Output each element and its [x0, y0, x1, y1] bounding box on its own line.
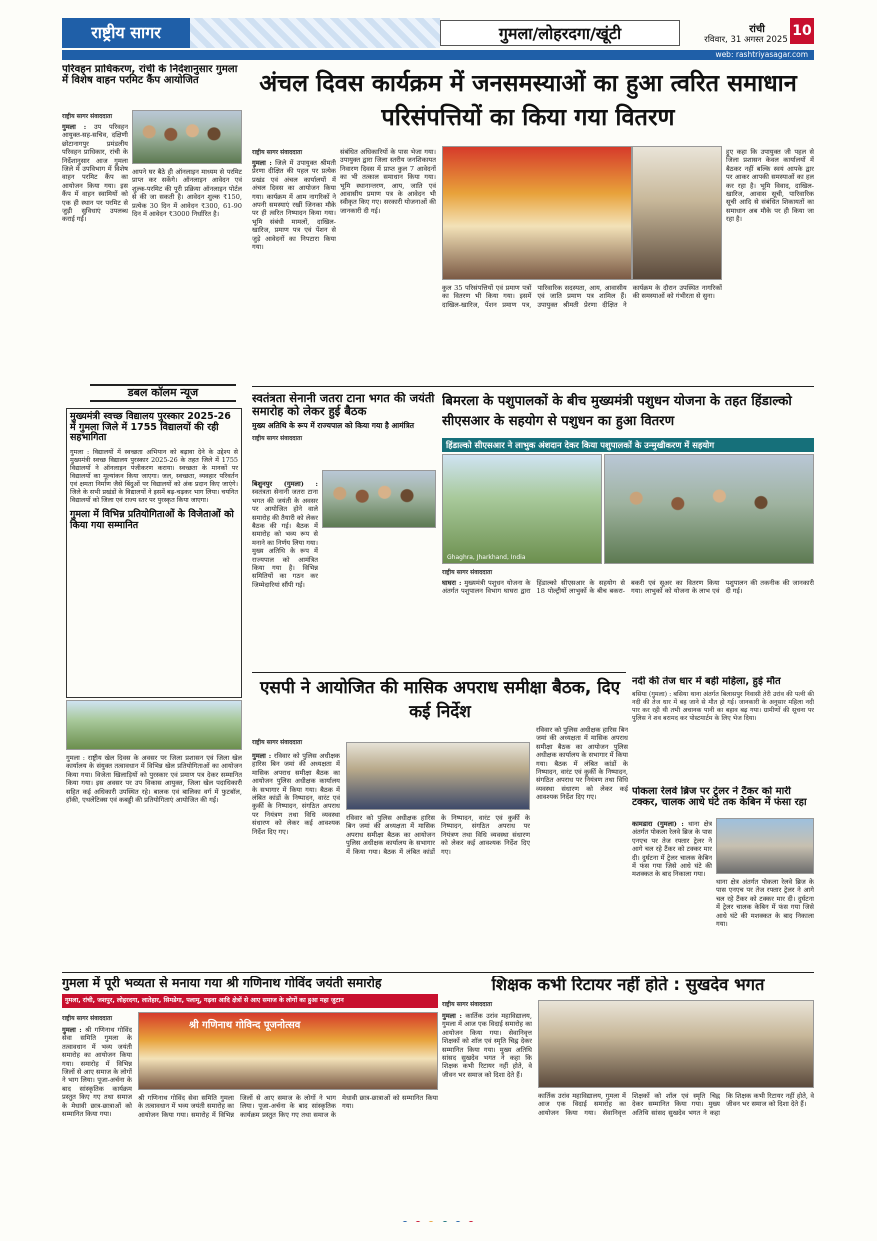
body-text: उप परिवहन आयुक्त-सह-सचिव, दक्षिणी छोटानागपुर प्रमंडलीय परिवहन प्राधिकार, रांची के निर्देशानुसार आज गुमला जिले में उपविभाग में विशेष वाहन परमिट कैंप का आयोजन किया गया। इस कैंप में वाहन स्वामियों को एक ही स्थान पर परमिट से जुड़ी सुविधाएं उपलब्ध कराई गईं।: [62, 123, 128, 224]
headline: नदी की तेज धार में बही महिला, हुई मौत: [632, 676, 781, 687]
body: [252, 480, 318, 668]
banner: [442, 438, 814, 452]
body: गुमला : विद्यालयों में स्वच्छता अभियान को बढ़ावा देने के उद्देश्य से मुख्यमंत्री स्वच्छ विद्यालय पुरस्कार 2025-26 के तहत जिले में 1755 विद्यालयों ने ऑनलाइन पंजीकरण कराया। स्वच्छता के मानकों पर विद्यालयों का मूल्यांकन किया जाएगा। जल, स्वच्छता, व्यवहार परिवर्तन एवं क्षमता निर्माण जैसे बिंदुओं पर विद्यालयों को अंक प्रदान किए जाएंगे। जिले के सभी प्रखंडों के विद्यालयों ने इसमें बढ़-चढ़कर भाग लिया। चयनित विद्यालयों को जिला एवं राज्य स्तर पर पुरस्कृत किया जाएगा।: [70, 447, 238, 504]
dateline: बिशुनपुर (गुमला) :: [252, 480, 318, 488]
sub-headline: गुमला में विभिन्न प्रतियोगिताओं के विजेताओं को किया गया सम्मानित: [70, 508, 234, 531]
photo-1: [442, 454, 602, 564]
photo: [138, 1012, 438, 1090]
text: [442, 568, 814, 670]
paper-name-box: [62, 18, 190, 48]
masthead: [62, 18, 814, 60]
body-col-right: रविवार को पुलिस अधीक्षक हारिस बिन जमां की अध्यक्षता में मासिक अपराध समीक्षा बैठक का आयोजन पुलिस अधीक्षक कार्यालय के सभागार में किया गया। बैठक में लंबित कांडों के निष्पादन, वारंट एवं कुर्की के निष्पादन, संगठित अपराध पर नियंत्रण तथा विधि व्यवस्था संधारण को लेकर कई आवश्यक निर्देश दिए गए।: [536, 726, 628, 802]
photo: [346, 742, 530, 810]
byline: राष्ट्रीय सागर संवाददाता: [62, 1015, 113, 1022]
footer-decoration: [62, 1212, 814, 1222]
body-text: श्री गणिनाथ गोविंद सेवा समिति गुमला के तत्वावधान में भव्य जयंती समारोह का आयोजन किया गया। समारोह में विभिन्न जिलों से आए समाज के लोगों ने भाग लिया। पूजा-अर्चना के बाद सांस्कृतिक कार्यक्रम प्रस्तुत किए गए तथा समाज के मेधावी छात्र-छात्राओं को सम्मानित किया गया।: [62, 1026, 132, 1119]
masthead-pattern: [190, 18, 440, 48]
dateline: कामडारा (गुमला) :: [632, 820, 684, 828]
body: [442, 579, 814, 669]
headline: एसपी ने आयोजित की मासिक अपराध समीक्षा बैठक, दिए कई निर्देश: [259, 678, 621, 722]
page-number: 10: [792, 23, 812, 39]
body-text: रविवार को पुलिस अधीक्षक हारिस बिन जमां की अध्यक्षता में मासिक अपराध समीक्षा बैठक का आयोजन पुलिस अधीक्षक कार्यालय के सभागार में किया गया। बैठक में लंबित कांडों के निष्पादन, वारंट एवं कुर्की के निष्पादन, संगठित अपराध पर नियंत्रण तथा विधि व्यवस्था संधारण को लेकर कई आवश्यक निर्देश दिए गए।: [252, 752, 340, 836]
page-number-box: [790, 18, 814, 44]
headline: शिक्षक कभी रिटायर नहीं होते : सुखदेव भगत: [491, 976, 765, 994]
web-strip: [62, 50, 814, 60]
date: रविवार, 31 अगस्त 2025: [704, 35, 788, 45]
body: [62, 123, 128, 224]
body: [442, 1012, 532, 1208]
web-address: web: rashtriyasagar.com: [715, 50, 808, 59]
dateline: गुमला :: [252, 159, 272, 167]
footer-dot: [455, 1221, 461, 1222]
body: बसिया (गुमला) : बसिया थाना अंतर्गत बिलासपुर निवासी तेरी उरांव की पत्नी की नदी की तेज धार में बह जाने से मौत हो गई। जानकारी के अनुसार महिला नदी पार कर रही थी तभी अचानक पानी का बहाव बढ़ गया। ग्रामीणों की सूचना पर पुलिस ने शव बरामद कर पोस्टमार्टम के लिए भेज दिया।: [632, 691, 814, 723]
subhead: मुख्य अतिथि के रूप में राज्यपाल को किया गया है आमंत्रित: [252, 420, 414, 430]
text-col: [62, 112, 128, 312]
headline: मुख्यमंत्री स्वच्छ विद्यालय पुरस्कार 2025-26 में गुमला जिले में 1755 विद्यालयों की रही सहभागिता: [70, 411, 231, 444]
byline: राष्ट्रीय सागर संवाददाता: [442, 569, 493, 576]
banner-text: गुमला, रांची, जशपुर, लोहरदगा, लातेहार, सिमडेगा, पलामू, गढ़वा आदि क्षेत्रों से आए समाज के लोगों का हुआ महा जुटान: [65, 997, 344, 1004]
lead-headline: अंचल दिवस कार्यक्रम में जनसमस्याओं का हुआ त्वरित समाधान परिसंपत्तियों का किया गया वितरण: [259, 69, 797, 131]
banner: [62, 994, 438, 1008]
dateline: गुमला :: [252, 752, 272, 760]
byline: राष्ट्रीय सागर संवाददाता: [62, 113, 113, 120]
photo: [132, 110, 242, 164]
dateline: गुमला :: [442, 1012, 462, 1020]
body-continued: थाना क्षेत्र अंतर्गत पोकला रेलवे ब्रिज के पास एनएच पर तेज रफ्तार ट्रेलर ने आगे चल रहे टैंकर को टक्कर मार दी। दुर्घटना में ट्रेलर चालक केबिन में फंस गया जिसे आधे घंटे की मशक्कत के बाद निकाला गया।: [716, 878, 814, 929]
headline: पोकला रेलवे ब्रिज पर ट्रेलर ने टैंकर को मारी टक्कर, चालक आधे घंटे तक केबिन में फंसा रहा: [632, 786, 807, 809]
body-text: कार्तिक उरांव महाविद्यालय, गुमला में आज एक विदाई समारोह का आयोजन किया गया। सेवानिवृत्त शिक्षकों को शॉल एवं स्मृति चिह्न देकर सम्मानित किया गया। मुख्य अतिथि सांसद सुखदेव भगत ने कहा कि शिक्षक कभी रिटायर नहीं होते, वे जीवन भर समाज को दिशा देते हैं।: [442, 1012, 532, 1079]
body-text: जिले में उपायुक्त श्रीमती प्रेरणा दीक्षित की पहल पर प्रत्येक प्रखंड एवं अंचल कार्यालयों में अंचल दिवस का आयोजन किया गया। कार्यक्रम में आम नागरिकों ने अपनी समस्याएं रखीं जिनका मौके पर ही त्वरित निष्पादन किया गया। भूमि संबंधी मामलों, दाखिल-खारिज, प्रमाण पत्र एवं पेंशन से जुड़े आवेदनों का निपटारा किया गया।: [252, 159, 336, 252]
article-swachh-vidyalaya: [66, 408, 242, 698]
article-shikshak-retire: [442, 976, 814, 1210]
article-jatra-tana-bhagat: [252, 392, 436, 670]
article-ganinath-jayanti: [62, 976, 438, 1210]
body-text: स्वतंत्रता सेनानी जतरा टाना भगत की जयंती के अवसर पर आयोजित होने वाले समारोह की तैयारी को लेकर बैठक की गई। बैठक में समारोह को भव्य रूप से मनाने का निर्णय लिया गया। मुख्य अतिथि के रूप में राज्यपाल को आमंत्रित किया गया है। विभिन्न समितियों का गठन कर जिम्मेदारियां सौंपी गईं।: [252, 488, 318, 589]
footer-dot: [442, 1221, 448, 1222]
divider: [252, 386, 814, 387]
footer-dot: [415, 1221, 421, 1222]
article-bridge-accident: [632, 786, 814, 970]
headline: परिवहन प्राधिकरण, रांची के निर्देशानुसार गुमला में विशेष वाहन परमिट कैंप आयोजित: [62, 64, 238, 87]
headline: स्वतंत्रता सेनानी जतरा टाना भगत की जयंती समारोह को लेकर हुई बैठक: [252, 392, 435, 418]
sports-photo: [66, 700, 242, 750]
photo-2: [604, 454, 814, 564]
double-column-label: डबल कॉलम न्यूज: [127, 386, 199, 399]
body-text: मुख्यमंत्री पशुधन योजना के अंतर्गत पशुपालन विभाग घाघरा द्वारा हिंडाल्को सीएसआर के सहयोग से 18 पोल्ट्रीयों लाभुकों के बीच बकरा-बकरी एवं सूअर का वितरण किया गया। लाभुकों को योजना के लाभ एवं पशुपालन की तकनीक की जानकारी दी गई।: [442, 579, 814, 596]
article-pashudhan: [442, 392, 814, 670]
byline: राष्ट्रीय सागर संवाददाता: [252, 739, 303, 746]
body: [62, 1026, 132, 1208]
body-continued: रविवार को पुलिस अधीक्षक हारिस बिन जमां की अध्यक्षता में मासिक अपराध समीक्षा बैठक का आयोजन पुलिस अधीक्षक कार्यालय के सभागार में किया गया। बैठक में लंबित कांडों के निष्पादन, वारंट एवं कुर्की के निष्पादन, संगठित अपराध पर नियंत्रण तथा विधि व्यवस्था संधारण को लेकर कई आवश्यक निर्देश दिए गए।: [346, 814, 530, 856]
footer-dot: [428, 1221, 434, 1222]
body: [252, 752, 340, 966]
photo: [716, 818, 814, 874]
body-text: थाना क्षेत्र अंतर्गत पोकला रेलवे ब्रिज के पास एनएच पर तेज रफ्तार ट्रेलर ने आगे चल रहे टैंकर को टक्कर मार दी। दुर्घटना में ट्रेलर चालक केबिन में फंस गया जिसे आधे घंटे की मशक्कत के बाद निकाला गया।: [632, 820, 712, 879]
lead-col-2: संबंधित अधिकारियों के पास भेजा गया। उपायुक्त द्वारा जिला स्तरीय जनशिकायत निवारण दिवस में प्राप्त कुल 7 आवेदनों का भी तत्काल समाधान किया गया। भूमि स्थानान्तरण, आय, जाति एवं आवासीय प्रमाण पत्र के आवेदन भी स्वीकृत किए गए। सरकारी योजनाओं की जानकारी दी गई।: [340, 148, 436, 215]
photo: [322, 470, 436, 528]
lead-col-1: [252, 148, 336, 382]
dateline: गुमला :: [62, 1026, 82, 1034]
footer-dot: [468, 1221, 474, 1222]
sports-body: गुमला : राष्ट्रीय खेल दिवस के अवसर पर जिला प्रशासन एवं जिला खेल कार्यालय के संयुक्त तत्वावधान में विभिन्न खेल प्रतियोगिताओं का आयोजन किया गया। विजेता खिलाड़ियों को पुरस्कार एवं प्रमाण पत्र देकर सम्मानित किया गया। इस अवसर पर उप विकास आयुक्त, जिला खेल पदाधिकारी सहित कई अधिकारी उपस्थित रहे। बालक एवं बालिका वर्ग में फुटबॉल, हॉकी, एथलेटिक्स एवं कबड्डी की प्रतियोगिताएं आयोजित की गईं।: [66, 754, 242, 805]
divider: [62, 972, 814, 973]
byline: राष्ट्रीय सागर संवाददाता: [252, 149, 303, 156]
paper-name: राष्ट्रीय सागर: [91, 23, 161, 42]
body-continued: कार्तिक उरांव महाविद्यालय, गुमला में आज एक विदाई समारोह का आयोजन किया गया। सेवानिवृत्त शिक्षकों को शॉल एवं स्मृति चिह्न देकर सम्मानित किया गया। मुख्य अतिथि सांसद सुखदेव भगत ने कहा कि शिक्षक कभी रिटायर नहीं होते, वे जीवन भर समाज को दिशा देते हैं।: [538, 1092, 814, 1117]
body: [252, 159, 336, 251]
headline: बिमरला के पशुपालकों के बीच मुख्यमंत्री पशुधन योजना के तहत हिंडाल्को सीएसआर के सहयोग से पशुधन का हुआ वितरण: [442, 394, 792, 429]
dateline: घाघरा :: [442, 579, 462, 587]
lead-photo-1: [442, 146, 632, 280]
section-title: गुमला/लोहरदगा/खूंटी: [498, 24, 622, 43]
section-title-box: [440, 20, 680, 46]
city: रांची: [749, 24, 765, 35]
banner-text: हिंडाल्को सीएसआर ने लाभुक अंशदान देकर किया पशुपालकों के उन्मुखीकरण में सहयोग: [446, 440, 715, 450]
article-river-death: [632, 676, 814, 782]
lead-photo-2: [632, 146, 722, 280]
stage-banner: श्री गणिनाथ गोविन्द पूजनोत्सव: [189, 1020, 301, 1031]
double-column-box: [90, 384, 236, 402]
body-continued: श्री गणिनाथ गोविंद सेवा समिति गुमला के तत्वावधान में भव्य जयंती समारोह का आयोजन किया गया। समारोह में विभिन्न जिलों से आए समाज के लोगों ने भाग लिया। पूजा-अर्चना के बाद सांस्कृतिक कार्यक्रम प्रस्तुत किए गए तथा समाज के मेधावी छात्र-छात्राओं को सम्मानित किया गया।: [138, 1094, 438, 1119]
dateline: गुमला :: [62, 123, 87, 131]
body: [632, 820, 712, 970]
body-continued: आपने घर बैठे ही ऑनलाइन माध्यम से परमिट प्राप्त कर सकेंगे। ऑनलाइन आवेदन एवं शुल्क-परमिट की पूरी प्रक्रिया ऑनलाइन पोर्टल से की जा सकती है। आवेदन शुल्क ₹150, प्रत्येक 30 दिन में आवेदन ₹300, 61-90 दिन में आवेदन ₹3000 निर्धारित है।: [132, 168, 242, 219]
byline: राष्ट्रीय सागर संवाददाता: [252, 435, 303, 443]
divider: [252, 672, 626, 673]
article-permit-camp: [62, 64, 242, 390]
headline: गुमला में पूरी भव्यता से मनाया गया श्री गणिनाथ गोविंद जयंती समारोह: [62, 976, 382, 990]
photo-caption: Ghaghra, Jharkhand, India: [447, 554, 526, 561]
lead-col-3: कुल 35 परिसंपत्तियों एवं प्रमाण पत्रों का वितरण भी किया गया। इसमें दाखिल-खारिज, पेंशन प्रमाण पत्र, पारिवारिक सदस्यता, आय, आवासीय एवं जाति प्रमाण पत्र शामिल हैं। उपायुक्त श्रीमती प्रेरणा दीक्षित ने कार्यक्रम के दौरान उपस्थित नागरिकों की समस्याओं को गंभीरता से सुना।: [442, 284, 722, 309]
footer-dot: [402, 1221, 408, 1222]
byline: राष्ट्रीय सागर संवाददाता: [442, 1001, 493, 1008]
lead-col-4: हुए कहा कि उपायुक्त जी पहल से जिला प्रशासन केवल कार्यालयों में बैठकर नहीं बल्कि स्वयं आपके द्वार पर आकर आपकी समस्याओं का हल कर रहा है। भूमि विवाद, दाखिल-खारिज, आवास सूची, पारिवारिक सूची आदि से संबंधित शिकायतों का समाधान अब मौके पर ही किया जा रहा है।: [726, 148, 814, 224]
article-sp-crime-meeting: [252, 676, 628, 970]
photo: [538, 1000, 814, 1088]
